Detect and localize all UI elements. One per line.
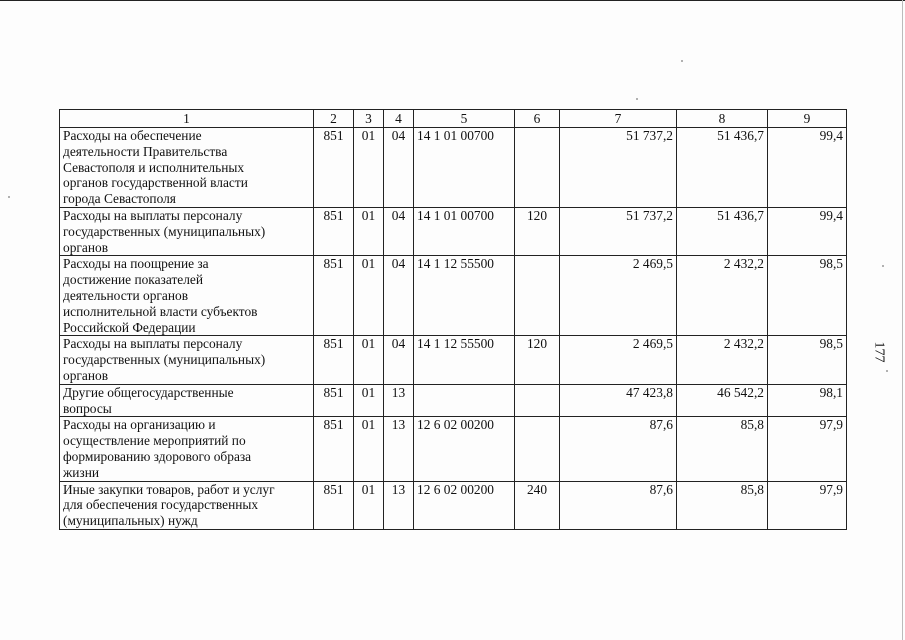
expense-name-line: деятельности Правительства xyxy=(63,143,228,159)
expense-name-line: Расходы на обеспечение xyxy=(63,128,202,143)
executed-amount-cell: 2 432,2 xyxy=(677,256,768,336)
ministry-code-cell: 851 xyxy=(314,336,354,384)
column-header-8: 8 xyxy=(677,110,768,128)
expense-name-line: жизни xyxy=(63,464,100,480)
execution-percent-cell: 98,5 xyxy=(768,256,847,336)
execution-percent-cell: 97,9 xyxy=(768,417,847,481)
expense-type-cell xyxy=(515,128,560,208)
expense-name-line: органов государственной власти xyxy=(63,175,248,191)
expense-type-cell: 120 xyxy=(515,207,560,255)
ministry-code-cell: 851 xyxy=(314,417,354,481)
expense-type-cell xyxy=(515,417,560,481)
column-header-4: 4 xyxy=(384,110,414,128)
expense-name-cell xyxy=(60,481,314,529)
expense-name-line: формированию здорового образа xyxy=(63,448,252,464)
execution-percent-cell: 99,4 xyxy=(768,128,847,208)
expense-name-line: Российской Федерации xyxy=(63,319,196,335)
column-header-2: 2 xyxy=(314,110,354,128)
subsection-code-cell: 13 xyxy=(384,417,414,481)
expense-name-line: достижение показателей xyxy=(63,272,204,288)
ministry-code-cell: 851 xyxy=(314,128,354,208)
executed-amount-cell: 46 542,2 xyxy=(677,384,768,417)
table-body xyxy=(60,128,847,530)
target-item-cell: 14 1 12 55500 xyxy=(414,256,515,336)
target-item-cell: 12 6 02 00200 xyxy=(414,481,515,529)
column-header-1: 1 xyxy=(60,110,314,128)
approved-amount-cell: 2 469,5 xyxy=(560,256,677,336)
expense-name-line: государственных (муниципальных) xyxy=(63,352,266,368)
expense-name-line: вопросы xyxy=(63,400,112,416)
target-item-cell: 14 1 12 55500 xyxy=(414,336,515,384)
ministry-code-cell: 851 xyxy=(314,207,354,255)
section-code-cell: 01 xyxy=(354,256,384,336)
expense-name-line: органов xyxy=(63,367,109,383)
execution-percent-cell: 98,1 xyxy=(768,384,847,417)
expense-name-line: органов xyxy=(63,239,109,255)
page-edge-top xyxy=(0,0,905,1)
column-header-5: 5 xyxy=(414,110,515,128)
expense-name-line: Иные закупки товаров, работ и услуг xyxy=(63,481,275,497)
expense-type-cell: 120 xyxy=(515,336,560,384)
budget-table xyxy=(59,109,847,530)
approved-amount-cell: 87,6 xyxy=(560,481,677,529)
approved-amount-cell: 47 423,8 xyxy=(560,384,677,417)
executed-amount-cell: 2 432,2 xyxy=(677,336,768,384)
expense-name-line: для обеспечения государственных xyxy=(63,497,259,513)
scan-speck xyxy=(636,98,638,100)
subsection-code-cell: 04 xyxy=(384,336,414,384)
scan-speck xyxy=(8,196,10,198)
expense-name-cell xyxy=(60,336,314,384)
expense-name-line: деятельности органов xyxy=(63,287,189,303)
subsection-code-cell: 13 xyxy=(384,384,414,417)
expense-name-line: исполнительной власти субъектов xyxy=(63,303,258,319)
section-code-cell: 01 xyxy=(354,128,384,208)
table-header-row xyxy=(60,110,847,128)
expense-name-line: Расходы на поощрение за xyxy=(63,256,209,272)
approved-amount-cell: 87,6 xyxy=(560,417,677,481)
expense-name-line: Другие общегосударственные xyxy=(63,384,234,400)
column-header-6: 6 xyxy=(515,110,560,128)
subsection-code-cell: 04 xyxy=(384,207,414,255)
scan-speck xyxy=(886,370,888,372)
table-row xyxy=(60,128,847,208)
table-row xyxy=(60,207,847,255)
table-row xyxy=(60,256,847,336)
expense-name-line: города Севастополя xyxy=(63,191,176,207)
expense-name-line: государственных (муниципальных) xyxy=(63,223,266,239)
ministry-code-cell: 851 xyxy=(314,256,354,336)
section-code-cell: 01 xyxy=(354,336,384,384)
expense-name-line: (муниципальных) нужд xyxy=(63,513,198,529)
column-header-3: 3 xyxy=(354,110,384,128)
expense-name-line: осуществление мероприятий по xyxy=(63,433,246,449)
expense-name-cell xyxy=(60,384,314,417)
section-code-cell: 01 xyxy=(354,207,384,255)
execution-percent-cell: 97,9 xyxy=(768,481,847,529)
target-item-cell: 12 6 02 00200 xyxy=(414,417,515,481)
section-code-cell: 01 xyxy=(354,384,384,417)
expense-name-line: Расходы на выплаты персоналу xyxy=(63,207,243,223)
execution-percent-cell: 99,4 xyxy=(768,207,847,255)
executed-amount-cell: 51 436,7 xyxy=(677,128,768,208)
ministry-code-cell: 851 xyxy=(314,481,354,529)
executed-amount-cell: 85,8 xyxy=(677,417,768,481)
expense-name-line: Севастополя и исполнительных xyxy=(63,159,245,175)
subsection-code-cell: 13 xyxy=(384,481,414,529)
subsection-code-cell: 04 xyxy=(384,128,414,208)
expense-name-cell xyxy=(60,256,314,336)
table-row xyxy=(60,336,847,384)
expense-type-cell xyxy=(515,256,560,336)
ministry-code-cell: 851 xyxy=(314,384,354,417)
table-row xyxy=(60,384,847,417)
scan-speck xyxy=(882,265,884,267)
section-code-cell: 01 xyxy=(354,481,384,529)
target-item-cell: 14 1 01 00700 xyxy=(414,207,515,255)
column-header-9: 9 xyxy=(768,110,847,128)
target-item-cell xyxy=(414,384,515,417)
approved-amount-cell: 2 469,5 xyxy=(560,336,677,384)
approved-amount-cell: 51 737,2 xyxy=(560,128,677,208)
expense-type-cell: 240 xyxy=(515,481,560,529)
page-edge-right xyxy=(902,0,903,640)
expense-name-cell xyxy=(60,128,314,208)
expense-name-cell xyxy=(60,207,314,255)
expense-name-cell xyxy=(60,417,314,481)
expense-name-line: Расходы на организацию и xyxy=(63,417,216,433)
table-row xyxy=(60,481,847,529)
column-header-7: 7 xyxy=(560,110,677,128)
section-code-cell: 01 xyxy=(354,417,384,481)
target-item-cell: 14 1 01 00700 xyxy=(414,128,515,208)
executed-amount-cell: 85,8 xyxy=(677,481,768,529)
page-number: 177 xyxy=(871,341,887,363)
executed-amount-cell: 51 436,7 xyxy=(677,207,768,255)
subsection-code-cell: 04 xyxy=(384,256,414,336)
scan-speck xyxy=(681,60,683,62)
execution-percent-cell: 98,5 xyxy=(768,336,847,384)
expense-name-line: Расходы на выплаты персоналу xyxy=(63,336,243,352)
expense-type-cell xyxy=(515,384,560,417)
approved-amount-cell: 51 737,2 xyxy=(560,207,677,255)
table-row xyxy=(60,417,847,481)
